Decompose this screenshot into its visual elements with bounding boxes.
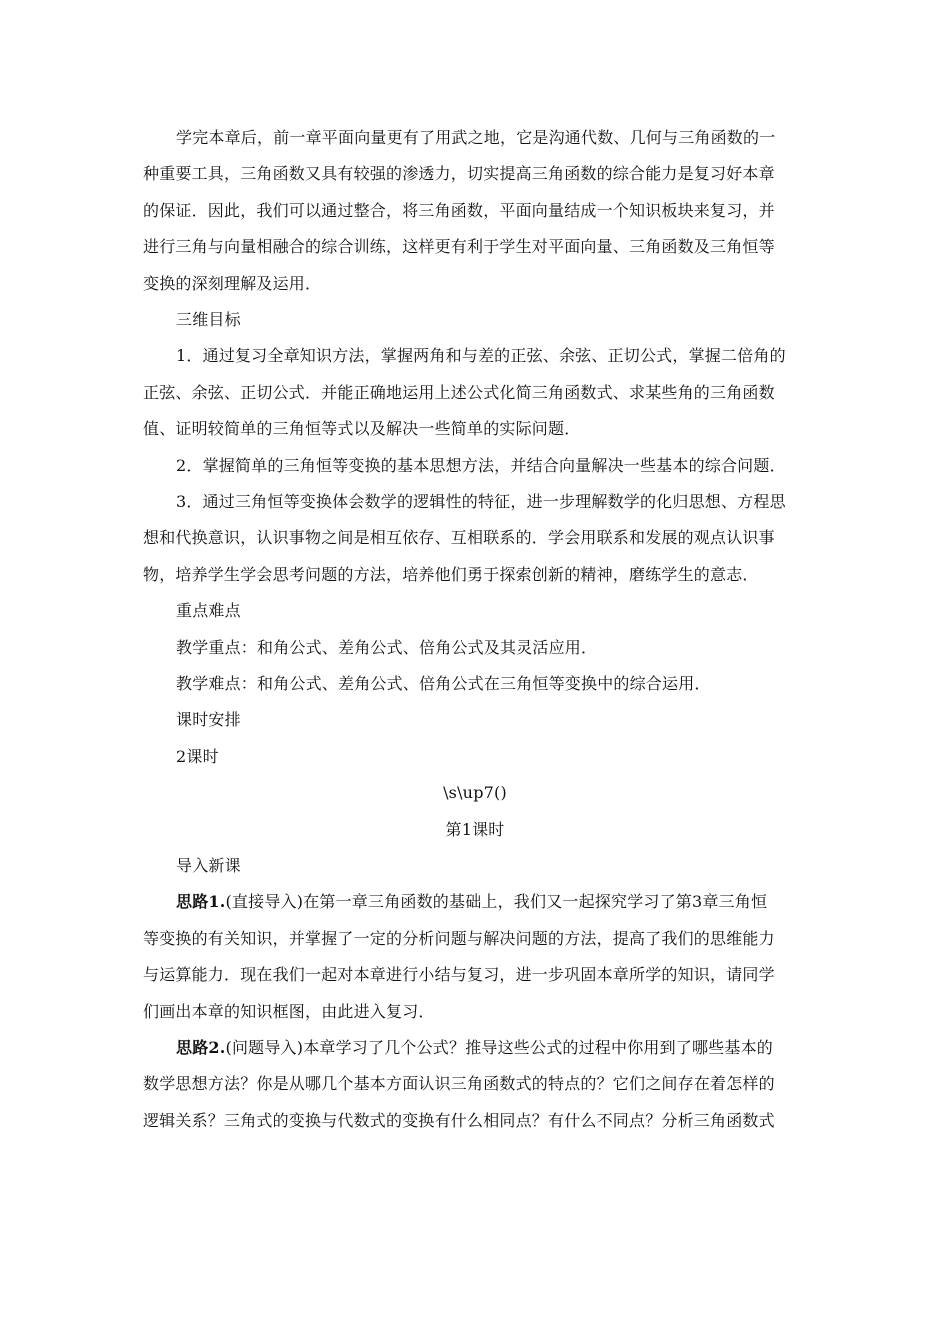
idea-1-line-4: 们画出本章的知识框图，由此进入复习． <box>143 1002 435 1021</box>
intro-line-3: 的保证．因此，我们可以通过整合，将三角函数，平面向量结成一个知识板块来复习，并 <box>143 201 775 220</box>
goal-2: 2．掌握简单的三角恒等变换的基本思想方法，并结合向量解决一些基本的综合问题． <box>176 456 786 475</box>
lesson-title: 第1课时 <box>445 820 505 839</box>
schedule-heading: 课时安排 <box>176 710 241 729</box>
intro-line-5: 变换的深刻理解及运用． <box>143 274 322 293</box>
teaching-focus: 教学重点：和角公式、差角公式、倍角公式及其灵活应用． <box>176 638 598 657</box>
idea-1-line-3: 与运算能力．现在我们一起对本章进行小结与复习，进一步巩固本章所学的知识，请同学 <box>143 965 775 984</box>
new-lesson-heading: 导入新课 <box>176 856 241 875</box>
goal-3-line-2: 想和代换意识，认识事物之间是相互依存、互相联系的．学会用联系和发展的观点认识事 <box>143 528 775 547</box>
teaching-difficulty: 教学难点：和角公式、差角公式、倍角公式在三角恒等变换中的综合运用． <box>176 674 711 693</box>
idea-1-label: 思路1. <box>176 892 226 911</box>
idea-1-line-2: 等变换的有关知识，并掌握了一定的分析问题与解决问题的方法，提高了我们的思维能力 <box>143 929 775 948</box>
idea-2-line-2: 数学思想方法？你是从哪几个基本方面认识三角函数式的特点的？它们之间存在着怎样的 <box>143 1074 775 1093</box>
key-points-heading: 重点难点 <box>176 601 241 620</box>
schedule-value: 2课时 <box>176 747 219 766</box>
intro-line-4: 进行三角与向量相融合的综合训练，这样更有利于学生对平面向量、三角函数及三角恒等 <box>143 237 775 256</box>
idea-2-line-1 <box>176 1038 773 1058</box>
intro-line-2: 种重要工具，三角函数又具有较强的渗透力，切实提高三角函数的综合能力是复习好本章 <box>143 164 775 183</box>
idea-1-text: (直接导入)在第一章三角函数的基础上，我们又一起探究学习了第3章三角恒 <box>225 892 768 911</box>
field-code: \s\up7() <box>443 783 507 802</box>
goal-1-line-1: 1．通过复习全章知识方法，掌握两角和与差的正弦、余弦、正切公式，掌握二倍角的 <box>176 346 786 365</box>
goal-1-line-3: 值、证明较简单的三角恒等式以及解决一些简单的实际问题． <box>143 419 581 438</box>
goal-1-line-2: 正弦、余弦、正切公式．并能正确地运用上述公式化简三角函数式、求某些角的三角函数 <box>143 383 775 402</box>
idea-2-line-3: 逻辑关系？三角式的变换与代数式的变换有什么相同点？有什么不同点？分析三角函数式 <box>143 1111 775 1130</box>
idea-2-label: 思路2. <box>176 1038 226 1057</box>
goal-3-line-3: 物，培养学生学会思考问题的方法，培养他们勇于探索创新的精神，磨练学生的意志． <box>143 565 759 584</box>
idea-1-line-1 <box>176 892 767 912</box>
goals-heading: 三维目标 <box>176 310 241 329</box>
idea-2-text: (问题导入)本章学习了几个公式？推导这些公式的过程中你用到了哪些基本的 <box>225 1038 774 1057</box>
goal-3-line-1: 3．通过三角恒等变换体会数学的逻辑性的特征，进一步理解数学的化归思想、方程思 <box>176 492 786 511</box>
intro-line-1: 学完本章后，前一章平面向量更有了用武之地，它是沟通代数、几何与三角函数的一 <box>176 128 776 147</box>
